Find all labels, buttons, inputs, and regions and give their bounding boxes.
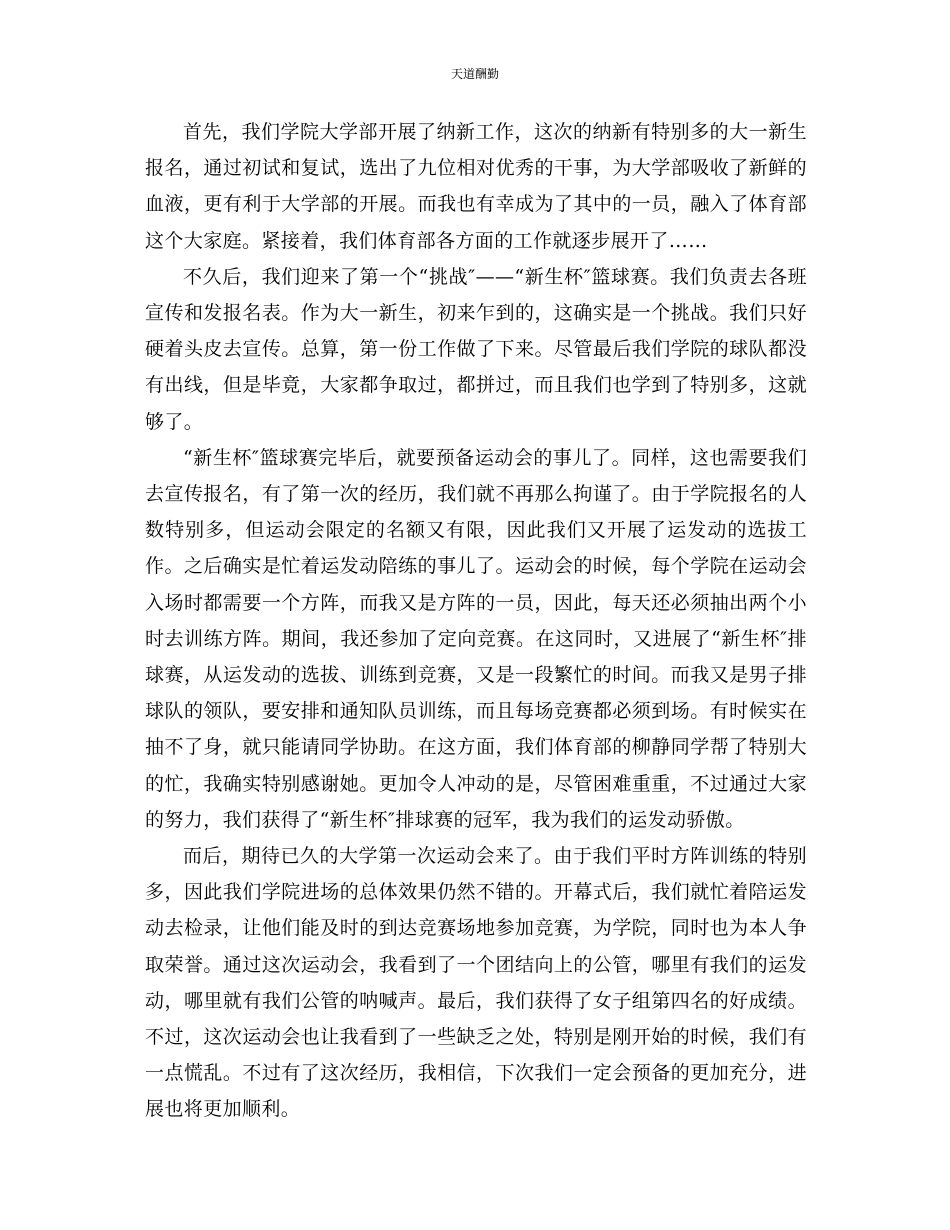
page-header: 天道酬勤 xyxy=(450,67,499,81)
paragraph-1: 首先，我们学院大学部开展了纳新工作，这次的纳新有特别多的大一新生报名，通过初试和复试，选出了九位相对优秀的干事，为大学部吸收了新鲜的血液，更有利于大学部的开展。而我也有幸成为了其中的一员，融入了体育部这个大家庭。紧接着，我们体育部各方面的工作就逐步展开了…… xyxy=(145,121,807,252)
paragraph-3: “新生杯″篮球赛完毕后，就要预备运动会的事儿了。同样，这也需要我们去宣传报名，有了第一次的经历，我们就不再那么拘谨了。由于学院报名的人数特别多，但运动会限定的名额又有限，因此我们又开展了运发动的选拔工作。之后确实是忙着运发动陪练的事儿了。运动会的时候，每个学院在运动会入场时都需要一个方阵，而我又是方阵的一员，因此，每天还必须抽出两个小时去训练方阵。期间，我还参加了定向竞赛。在这同时，又进展了“新生杯″排球赛，从运发动的选拔、训练到竞赛，又是一段繁忙的时间。而我又是男子排球队的领队，要安排和通知队员训练，而且每场竞赛都必须到场。有时候实在抽不了身，就只能请同学协助。在这方面，我们体育部的柳静同学帮了特别大的忙，我确实特别感谢她。更加令人冲动的是，尽管困难重重，不过通过大家的努力，我们获得了“新生杯″排球赛的冠军，我为我们的运发动骄傲。 xyxy=(145,446,807,831)
paragraph-4: 而后，期待已久的大学第一次运动会来了。由于我们平时方阵训练的特别多，因此我们学院进场的总体效果仍然不错的。开幕式后，我们就忙着陪运发动去检录，让他们能及时的到达竞赛场地参加竞赛，为学院，同时也为本人争取荣誉。通过这次运动会，我看到了一个团结向上的公管，哪里有我们的运发动，哪里就有我们公管的呐喊声。最后，我们获得了女子组第四名的好成绩。不过，这次运动会也让我看到了一些缺乏之处，特别是刚开始的时候，我们有一点慌乱。不过有了这次经历，我相信，下次我们一定会预备的更加充分，进展也将更加顺利。 xyxy=(145,845,807,1121)
document-body xyxy=(145,114,807,1128)
paragraph-2: 不久后，我们迎来了第一个“挑战″——“新生杯″篮球赛。我们负责去各班宣传和发报名表。作为大一新生，初来乍到的，这确实是一个挑战。我们只好硬着头皮去宣传。总算，第一份工作做了下来。尽管最后我们学院的球队都没有出线，但是毕竟，大家都争取过，都拼过，而且我们也学到了特别多，这就够了。 xyxy=(145,265,807,433)
